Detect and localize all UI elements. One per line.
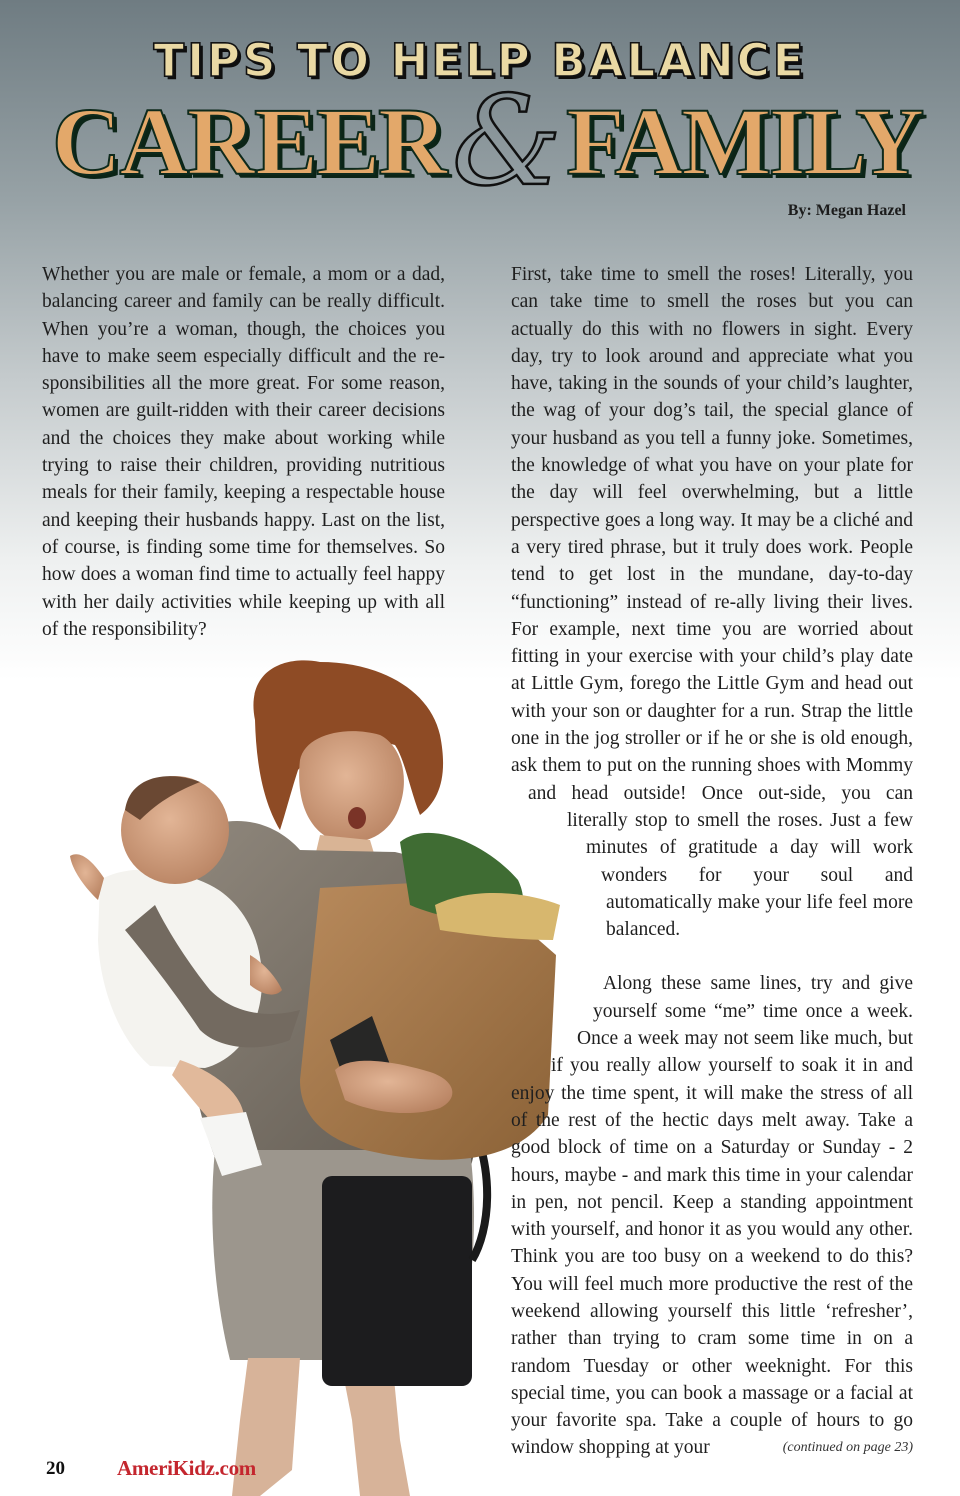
- intro-paragraph: Whether you are male or female, a mom or a dad, balancing career and family can be really difficult. When you’re a woman, though, the choices you have to make seem especially difficult and the re-sponsibilities all the more great. For some reason, women are guilt-ridden with their career decisions and the choices they make about working while trying to raise their children, providing nutritious meals for their family, keeping a respectable house and keeping their husbands happy. Last on the list, of course, is finding some time for themselves. So how does a woman find time to actually feel happy with her daily activities while keeping up with all of the responsibility?: [42, 264, 445, 640]
- paragraph-me-time: Along these same lines, try and give yourself some “me” time once a week. Once a week may not seem like much, but if you really allow yourself to soak it in and enjoy the time spent, it will make the stress of all of the rest of the hectic days melt away. Take a good block of time on a Saturday or Sunday - 2 hours, maybe - and mark this time in your calendar in pen, not pencil. Keep a standing appointment with yourself, and honor it as you would any other. Think you are too busy on a weekend to do this? You will feel much more productive the rest of the weekend allowing yourself this little ‘refresher’, rather than trying to cram some time in on a random Tuesday or other weeknight. For this special time, you can book a massage or a facial at your favorite spa. Take a couple of hours to go window shopping at your: [511, 973, 913, 1459]
- headline-ampersand: &: [451, 70, 563, 214]
- article-kicker: TIPS TO HELP BALANCE: [153, 34, 807, 87]
- headline-career: CAREER: [52, 88, 446, 195]
- magazine-brand: AmeriKidz.com: [117, 1456, 256, 1480]
- page-number: 20: [46, 1458, 65, 1479]
- byline: By: Megan Hazel: [787, 202, 906, 219]
- mother-baby-photo: [0, 640, 600, 1496]
- continued-notice: (continued on page 23): [782, 1440, 913, 1455]
- headline-family: FAMILY: [566, 88, 922, 195]
- paragraph-roses: First, take time to smell the roses! Literally, you can take time to smell the roses but you can actually do this with no flowers in sight. Every day, try to look around and appreciate what you have, taking in the sounds of your child’s laughter, the wag of your dog’s tail, the special glance of your husband as you tell a funny joke. Sometimes, the knowledge of what you have on your plate for the day will feel overwhelming, but a little perspective goes a long way. It may be a cliché and a very tired phrase, but it truly does work. People tend to get lost in the mundane, day-to-day “functioning” instead of re-ally living their lives. For example, next time you are worried about fitting in your exercise with your child’s play date at Little Gym, forego the Little Gym and head out with your son or daughter for a run. Strap the little one in the jog stroller or if he or she is old enough, ask them to put on the running shoes with Mommy and head outside! Once out-side, you can literally stop to smell the roses. Just a few minutes of gratitude a day will work wonders for your soul and automatically make your life feel more balanced.: [511, 264, 913, 941]
- right-column: [511, 261, 913, 1462]
